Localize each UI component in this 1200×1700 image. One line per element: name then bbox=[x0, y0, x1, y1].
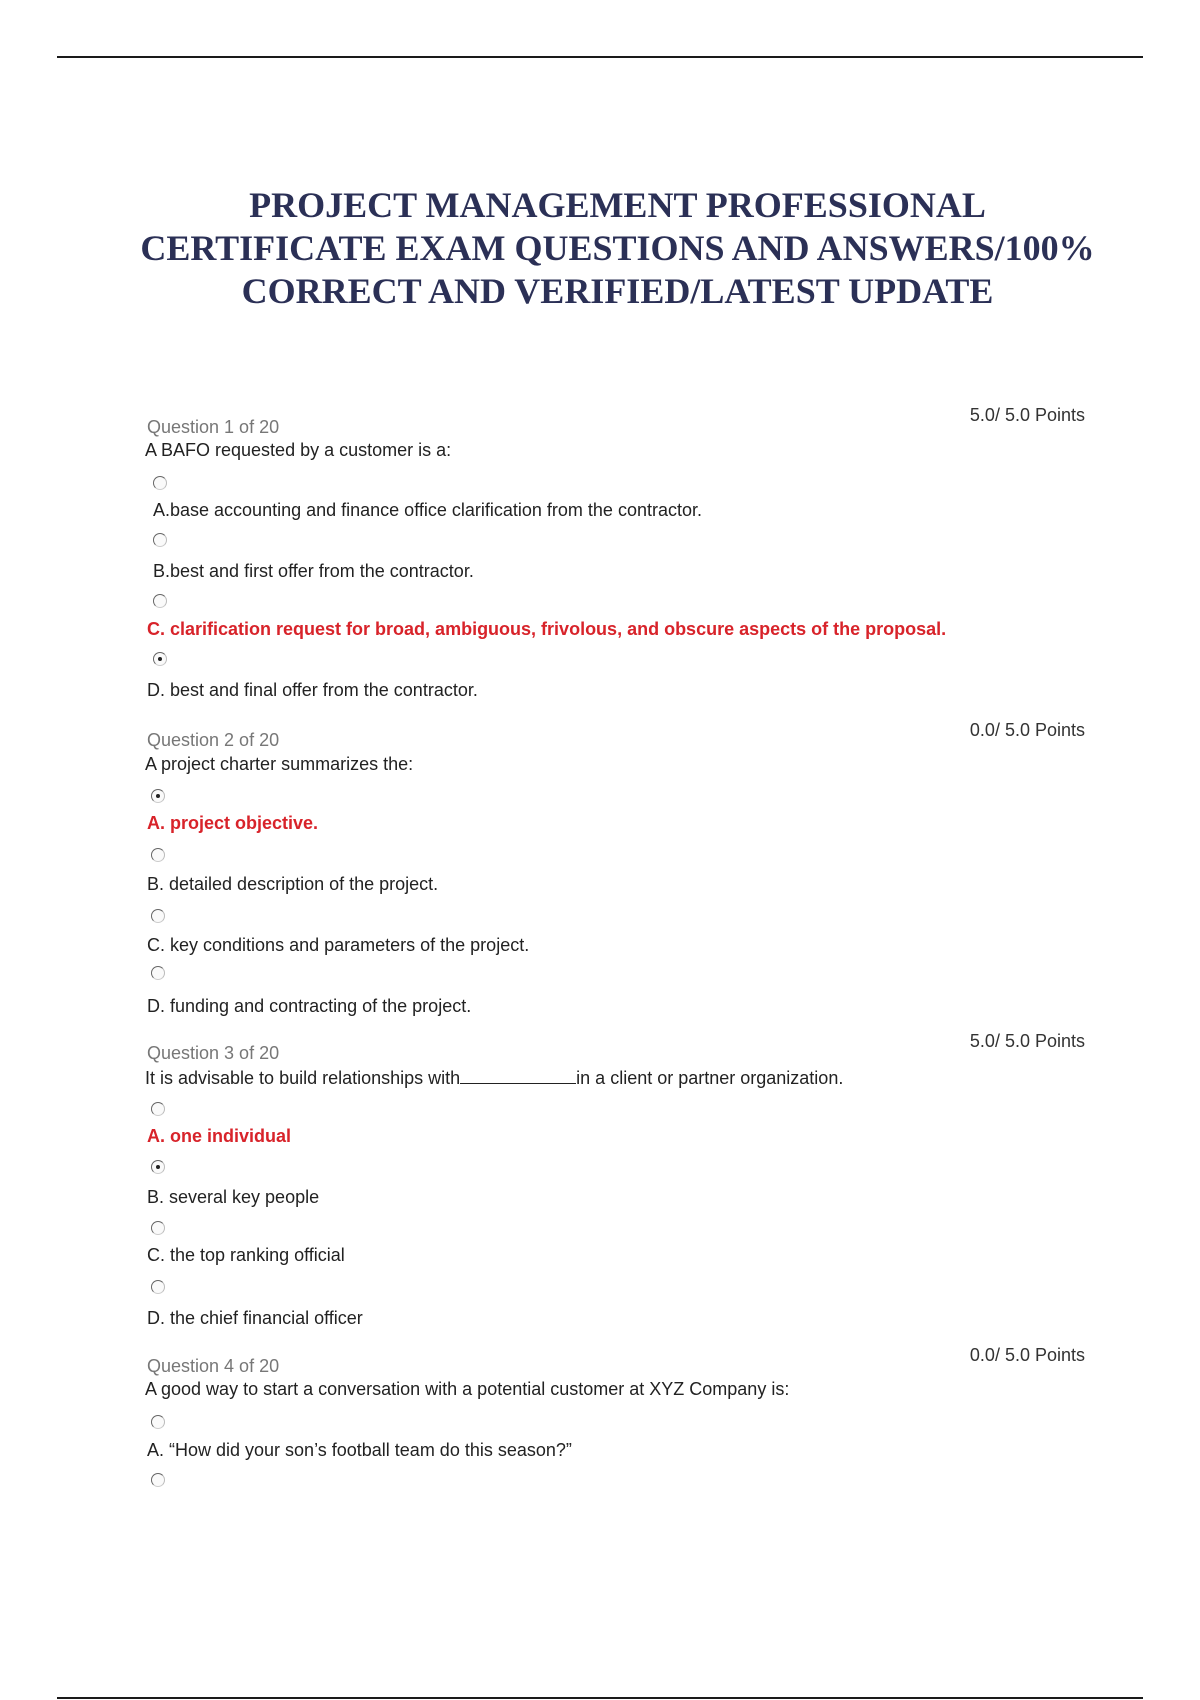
q1-option-d-radio-selected[interactable] bbox=[153, 652, 167, 666]
q2-option-b-radio[interactable] bbox=[151, 848, 165, 862]
q3-option-c: C. the top ranking official bbox=[147, 1245, 345, 1265]
q3-option-d-radio[interactable] bbox=[151, 1280, 165, 1294]
q2-option-c-radio[interactable] bbox=[151, 909, 165, 923]
fill-in-blank bbox=[460, 1067, 576, 1084]
q3-option-b: B. several key people bbox=[147, 1187, 320, 1207]
bottom-rule bbox=[57, 1697, 1143, 1699]
question-2-header: Question 2 of 20 bbox=[147, 730, 280, 750]
q1-option-a: A.base accounting and finance office clarification from the contractor. bbox=[153, 500, 702, 520]
q1-option-b-radio[interactable] bbox=[153, 533, 167, 547]
q3-option-a-radio[interactable] bbox=[151, 1102, 165, 1116]
q3-option-d: D. the chief financial officer bbox=[147, 1308, 363, 1328]
q4-option-a-radio[interactable] bbox=[151, 1415, 165, 1429]
question-3-stem-after: in a client or partner organization. bbox=[576, 1068, 844, 1088]
question-1-stem: A BAFO requested by a customer is a: bbox=[145, 440, 452, 460]
question-1-points: 5.0/ 5.0 Points bbox=[969, 405, 1085, 425]
question-4-points: 0.0/ 5.0 Points bbox=[969, 1345, 1085, 1365]
question-3-header: Question 3 of 20 bbox=[147, 1043, 280, 1063]
q1-option-d: D. best and final offer from the contractor. bbox=[147, 680, 478, 700]
q3-option-a-correct: A. one individual bbox=[147, 1126, 292, 1146]
q2-option-d-radio[interactable] bbox=[151, 966, 165, 980]
document-title: PROJECT MANAGEMENT PROFESSIONAL CERTIFICATE EXAM QUESTIONS AND ANSWERS/100% CORRECT AND VERIFIED/LATEST UPDATE bbox=[140, 185, 1095, 311]
top-rule bbox=[57, 56, 1143, 58]
q4-option-b-radio[interactable] bbox=[151, 1473, 165, 1487]
question-3-stem-before: It is advisable to build relationships with bbox=[145, 1068, 461, 1088]
q2-option-a-correct: A. project objective. bbox=[147, 813, 319, 833]
q3-option-b-radio-selected[interactable] bbox=[151, 1160, 165, 1174]
q1-option-c-radio[interactable] bbox=[153, 594, 167, 608]
q1-option-a-radio[interactable] bbox=[153, 476, 167, 490]
q3-option-c-radio[interactable] bbox=[151, 1221, 165, 1235]
q4-option-a: A. “How did your son’s football team do this season?” bbox=[147, 1440, 572, 1460]
question-3-points: 5.0/ 5.0 Points bbox=[969, 1031, 1085, 1051]
question-1-header: Question 1 of 20 bbox=[147, 417, 280, 437]
q1-option-b: B.best and first offer from the contractor. bbox=[153, 561, 474, 581]
question-4-stem: A good way to start a conversation with a potential customer at XYZ Company is: bbox=[145, 1379, 790, 1399]
question-2-stem: A project charter summarizes the: bbox=[145, 754, 414, 774]
q2-option-d: D. funding and contracting of the project. bbox=[147, 996, 472, 1016]
question-4-header: Question 4 of 20 bbox=[147, 1356, 280, 1376]
q2-option-a-radio-selected[interactable] bbox=[151, 789, 165, 803]
q2-option-c: C. key conditions and parameters of the project. bbox=[147, 935, 530, 955]
question-3-stem bbox=[145, 1067, 843, 1089]
q2-option-b: B. detailed description of the project. bbox=[147, 874, 439, 894]
question-2-points: 0.0/ 5.0 Points bbox=[969, 720, 1085, 740]
q1-option-c-correct: C. clarification request for broad, ambiguous, frivolous, and obscure aspects of the proposal. bbox=[147, 619, 947, 639]
